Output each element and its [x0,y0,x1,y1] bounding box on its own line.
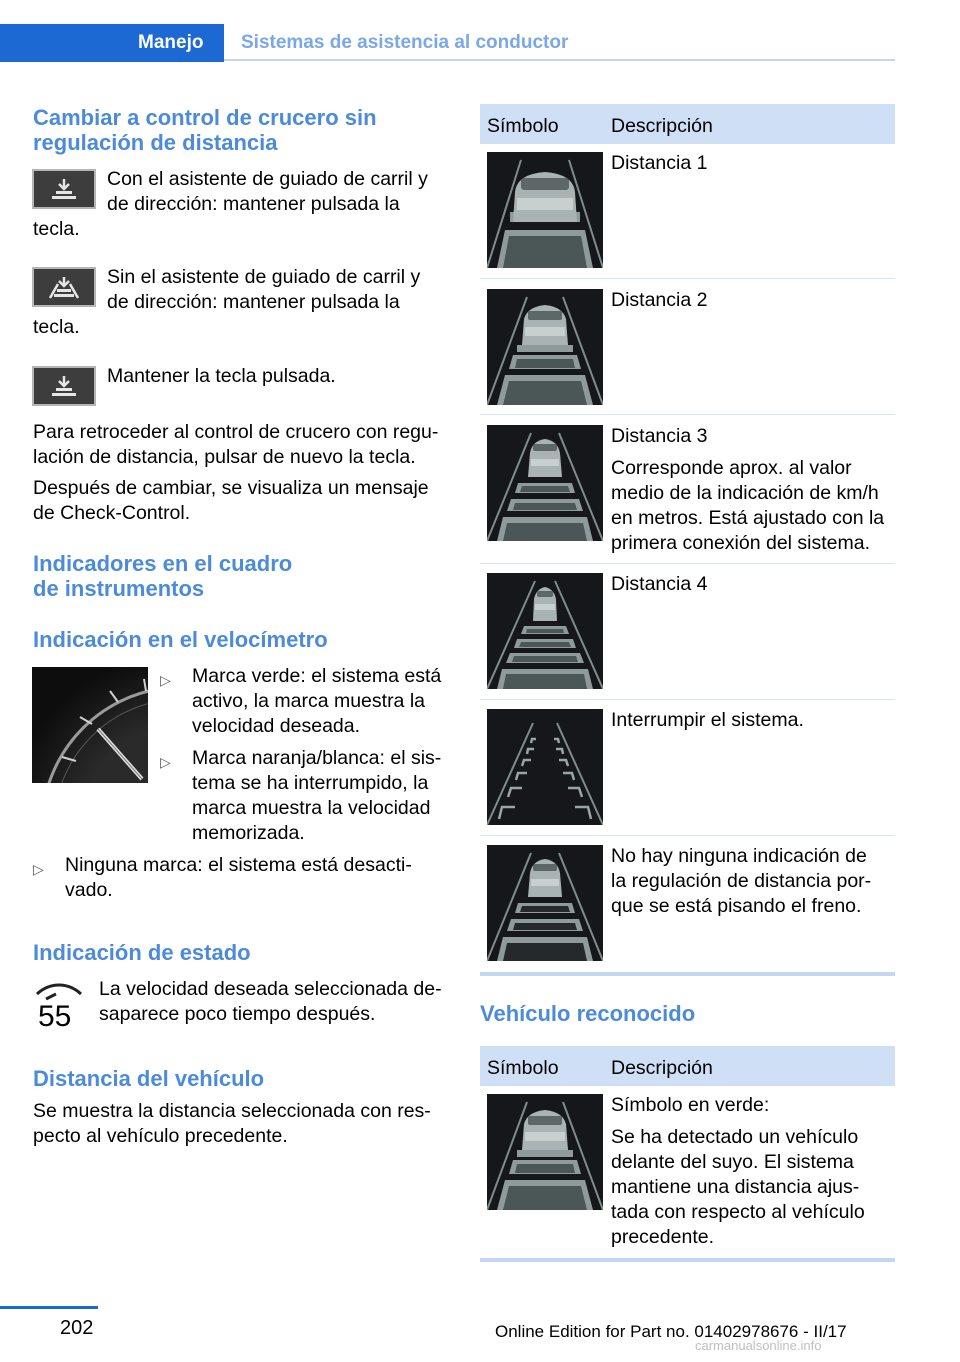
table-end-rule [480,1258,895,1262]
triangle-bullet-icon: ▷ [160,754,171,770]
column-symbol: Símbolo [487,115,559,137]
vehicle-detected-symbol [487,1094,603,1210]
distance-4-icon [487,573,603,689]
column-symbol: Símbolo [487,1057,559,1079]
distance-1-symbol [487,152,603,268]
row-distance-3: Distancia 3 Corresponde aprox. al valor medio de la indicación de km/h en metros. Está ajustado con la primera conexión del sistema. [611,425,885,554]
item-hold-key: Mantener la tecla pulsada. [107,365,336,387]
watermark: carmanualsonline.info [695,1338,822,1353]
heading-vehicle-distance: Distancia del vehículo [33,1066,265,1091]
table-vehicle-header [480,1046,895,1086]
row-vehicle-description: Símbolo en verde: Se ha detectado un vehículo delante del suyo. El sistema mantiene una distancia ajus‐ tada con respecto al vehículo precedente. [611,1094,865,1248]
row-separator [480,563,895,564]
table-end-rule [480,972,895,976]
header-rule [224,59,895,61]
distance-4-symbol [487,573,603,689]
bullet-green-mark: ▷ Marca verde: el sistema está activo, la marca muestra la velocidad deseada. [160,665,442,737]
edition-note: Online Edition for Part no. 01402978676 - II/17 [495,1322,847,1341]
vehicle-detected-icon [487,1094,603,1210]
row-brake-description: No hay ninguna indicación de la regulación de distancia por‐ que se está pisando el freno. [611,845,872,917]
paragraph-distance-displayed: Se muestra la distancia seleccionada con res‐ pecto al vehículo precedente. [33,1100,431,1147]
distance-2-symbol [487,289,603,405]
distance-1-icon [487,152,603,268]
distance-3-icon [487,425,603,541]
row-interrupt-label: Interrumpir el sistema. [611,709,804,731]
heading-instrument-cluster: Indicadores en el cuadro de instrumentos [33,551,293,601]
footer-rule [0,1306,98,1309]
distance-3-symbol [487,425,603,541]
row-separator [480,278,895,279]
row-separator [480,835,895,836]
speedometer-marker-icon [32,667,148,783]
distance-2-icon [487,289,603,405]
item-without-lane-assist: Sin el asistente de guiado de carril y de dirección: mantener pulsada la tecla. [33,266,421,338]
heading-status-indicator: Indicación de estado [33,940,251,965]
status-description: La velocidad deseada seleccionada de‐ saparece poco tiempo después. [99,978,442,1025]
interrupted-distance-icon [487,709,603,825]
distance-key-icon [44,373,84,399]
heading-cruise-without-distance: Cambiar a control de crucero sin regulación de distancia [33,105,377,155]
speed-55-icon [32,980,86,1034]
header-section: Manejo [138,32,204,53]
row-separator [480,699,895,700]
column-description: Descripción [611,1057,713,1079]
heading-speedometer: Indicación en el velocímetro [33,627,328,652]
heading-vehicle-recognized: Vehículo reconocido [480,1001,696,1026]
row-separator [480,414,895,415]
row-distance-1-label: Distancia 1 [611,152,708,174]
column-description: Descripción [611,115,713,137]
bullet-no-mark: ▷ Ninguna marca: el sistema está desacti‐ vado. [33,854,412,901]
table-distance-header [480,104,895,144]
braking-distance-icon [487,845,603,961]
bullet-orange-mark: ▷ Marca naranja/blanca: el sis‐ tema se ha interrumpido, la marca muestra la velocidad memorizada. [160,747,442,844]
header-chapter: Sistemas de asistencia al conductor [241,32,569,53]
speed-55-number: 55 [38,1000,72,1033]
row-distance-2-label: Distancia 2 [611,289,708,311]
paragraph-return-to-distance-control: Para retroceder al control de crucero con regu‐ lación de distancia, pulsar de nuevo la tecla. [33,421,439,468]
brake-symbol [487,845,603,961]
key-hold-icon [32,366,96,406]
triangle-bullet-icon: ▷ [33,861,44,877]
item-with-lane-assist: Con el asistente de guiado de carril y de dirección: mantener pulsada la tecla. [33,168,428,240]
row-distance-4-label: Distancia 4 [611,573,708,595]
interrupt-symbol [487,709,603,825]
triangle-bullet-icon: ▷ [160,672,171,688]
paragraph-check-control: Después de cambiar, se visualiza un mensaje de Check-Control. [33,477,429,524]
speedometer-image [32,667,148,783]
page-number: 202 [60,1317,94,1339]
